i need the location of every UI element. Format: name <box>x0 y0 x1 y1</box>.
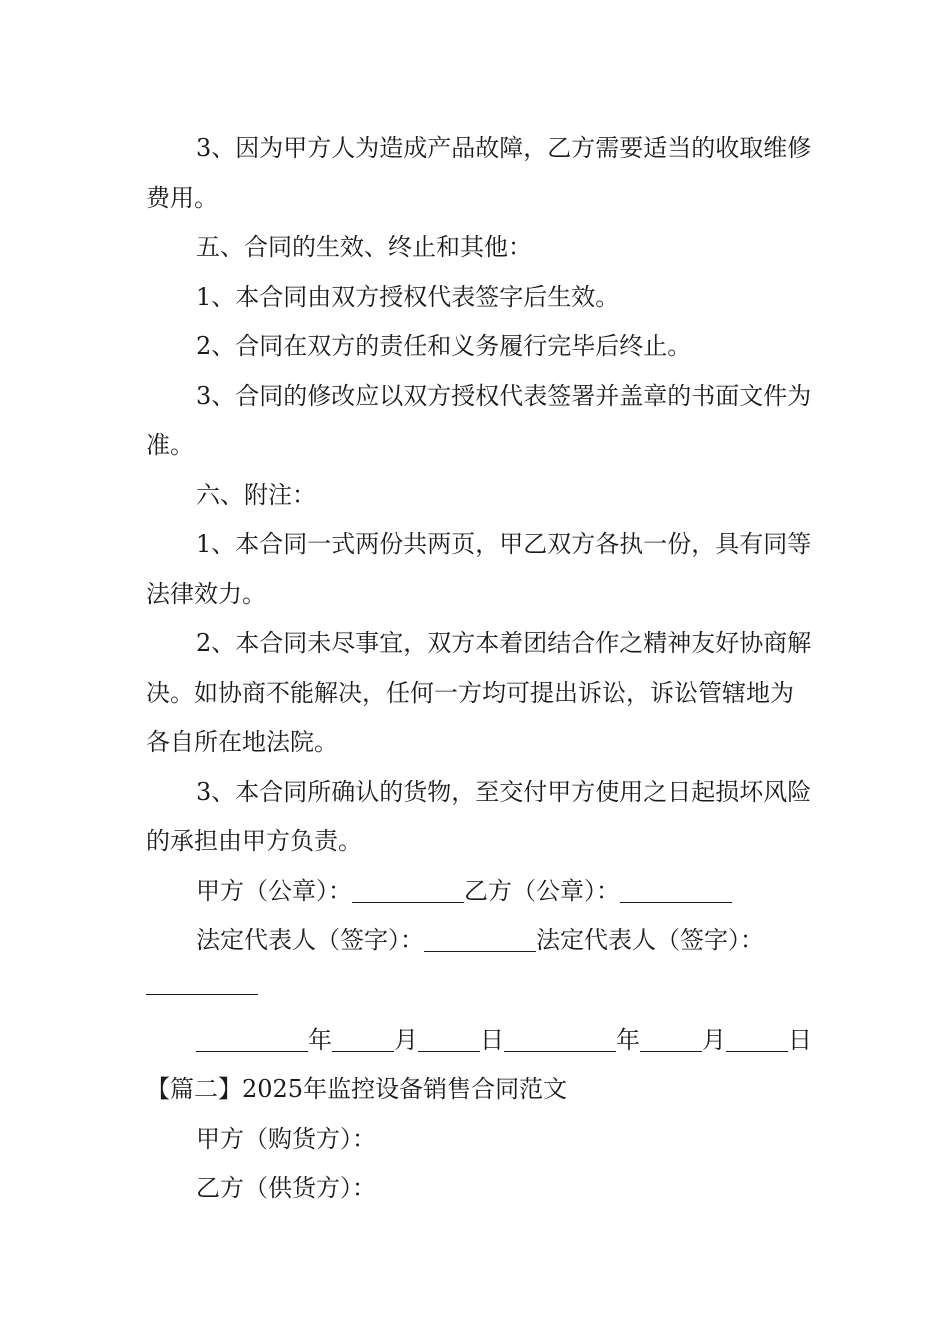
day-label: 日 <box>480 1025 504 1054</box>
section-title: 【篇二】2025年监控设备销售合同范文 <box>146 1075 568 1103</box>
month-b-blank <box>640 1025 702 1052</box>
paragraph: 1、本合同一式两份共两页，甲乙双方各执一份，具有同等法律效力。 <box>146 530 812 608</box>
seal-line <box>146 867 816 917</box>
year-b-blank <box>504 1025 616 1052</box>
document-page <box>146 124 816 1214</box>
paragraph: 2、本合同未尽事宜，双方本着团结合作之精神友好协商解决。如协商不能解决，任何一方均可提出诉讼，诉讼管辖地为各自所在地法院。 <box>146 629 812 756</box>
paragraph: 3、合同的修改应以双方授权代表签署并盖章的书面文件为准。 <box>146 381 812 459</box>
month-a-blank <box>332 1025 394 1052</box>
party-a-seal-label: 甲方（公章）： <box>196 876 352 905</box>
day-label: 日 <box>788 1025 812 1054</box>
party-b-seal-blank <box>620 876 732 903</box>
day-a-blank <box>418 1025 480 1052</box>
year-a-blank <box>196 1025 308 1052</box>
date-line <box>146 1016 816 1066</box>
party-b-seal-label: 乙方（公章）： <box>464 876 620 905</box>
paragraph: 2、合同在双方的责任和义务履行完毕后终止。 <box>196 332 692 360</box>
paragraph: 3、本合同所确认的货物，至交付甲方使用之日起损坏风险的承担由甲方负责。 <box>146 777 812 855</box>
rep-a-blank <box>424 925 536 952</box>
section-heading-5: 五、合同的生效、终止和其他： <box>196 233 532 261</box>
rep-a-label: 法定代表人（签字）： <box>196 926 424 954</box>
paragraph: 1、本合同由双方授权代表签字后生效。 <box>196 282 620 311</box>
day-b-blank <box>726 1025 788 1052</box>
section-heading-6: 六、附注： <box>196 480 316 509</box>
party-a-seal-blank <box>352 876 464 903</box>
seller-line: 乙方（供货方）： <box>196 1174 376 1202</box>
paragraph: 3、因为甲方人为造成产品故障，乙方需要适当的收取维修费用。 <box>146 134 812 212</box>
representative-line <box>146 916 816 966</box>
rep-b-label: 法定代表人（签字）： <box>536 926 764 954</box>
month-label: 月 <box>702 1025 726 1054</box>
year-label: 年 <box>616 1025 640 1054</box>
rep-b-blank <box>146 966 258 995</box>
month-label: 月 <box>394 1025 418 1054</box>
year-label: 年 <box>308 1025 332 1054</box>
buyer-line: 甲方（购货方）： <box>196 1124 376 1153</box>
